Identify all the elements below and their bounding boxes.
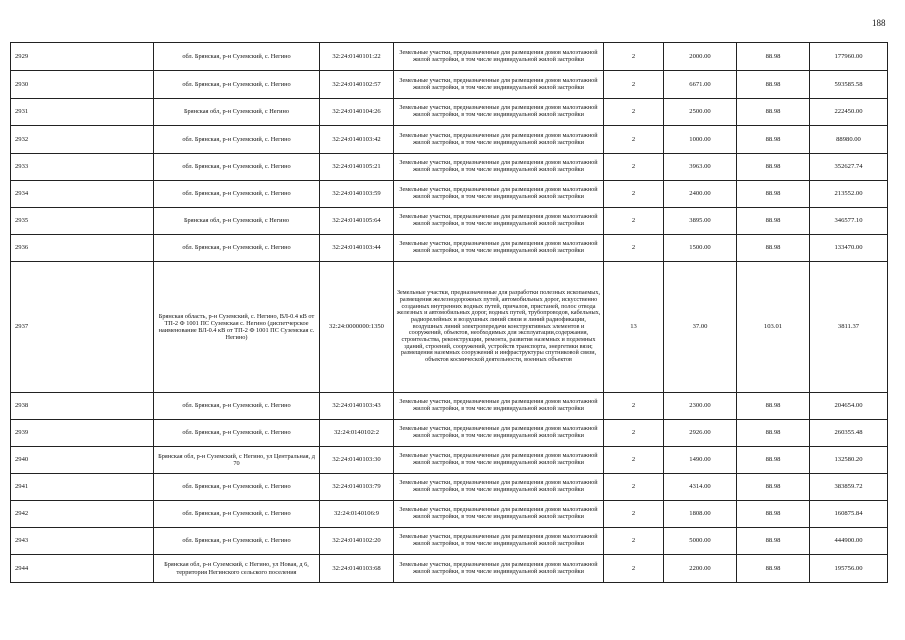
cell-cadastral: 32:24:0140105:64 bbox=[320, 208, 394, 235]
cell-purpose: Земельные участки, предназначенные для размещения домов малоэтажной жилой застройки, в том числе индивидуальной жилой застройки bbox=[394, 555, 604, 583]
cell-address: Брянская обл, р-н Суземский, с Негино, ул Центральная, д 70 bbox=[154, 447, 320, 474]
cell-address: обл. Брянская, р-н Суземский, с. Негино bbox=[154, 235, 320, 262]
table-row bbox=[11, 181, 888, 208]
cell-rate: 88.98 bbox=[737, 235, 810, 262]
table-row bbox=[11, 208, 888, 235]
cell-value: 593585.58 bbox=[810, 71, 888, 99]
table-row bbox=[11, 71, 888, 99]
table-row bbox=[11, 528, 888, 555]
cell-num: 2939 bbox=[11, 420, 154, 447]
cell-address: обл. Брянская, р-н Суземский, с. Негино bbox=[154, 420, 320, 447]
cell-code: 2 bbox=[604, 71, 664, 99]
cell-value: 260355.48 bbox=[810, 420, 888, 447]
cell-purpose: Земельные участки, предназначенные для размещения домов малоэтажной жилой застройки, в том числе индивидуальной жилой застройки bbox=[394, 154, 604, 181]
cell-value: 346577.10 bbox=[810, 208, 888, 235]
cell-area: 2500.00 bbox=[664, 99, 737, 126]
cell-area: 2000.00 bbox=[664, 43, 737, 71]
cell-address: Брянская обл, р-н Суземский, с Негино bbox=[154, 99, 320, 126]
cell-value: 383859.72 bbox=[810, 474, 888, 501]
cell-code: 2 bbox=[604, 181, 664, 208]
cell-area: 2400.00 bbox=[664, 181, 737, 208]
cell-purpose: Земельные участки, предназначенные для размещения домов малоэтажной жилой застройки, в том числе индивидуальной жилой застройки bbox=[394, 474, 604, 501]
cell-rate: 88.98 bbox=[737, 501, 810, 528]
cell-rate: 88.98 bbox=[737, 181, 810, 208]
cell-cadastral: 32:24:0140102:20 bbox=[320, 528, 394, 555]
cell-num: 2930 bbox=[11, 71, 154, 99]
cell-cadastral: 32:24:0140103:42 bbox=[320, 126, 394, 154]
cell-rate: 88.98 bbox=[737, 528, 810, 555]
cell-rate: 88.98 bbox=[737, 71, 810, 99]
cell-code: 2 bbox=[604, 555, 664, 583]
cell-cadastral: 32:24:0140103:79 bbox=[320, 474, 394, 501]
cell-value: 160875.84 bbox=[810, 501, 888, 528]
cell-address: обл. Брянская, р-н Суземский, с. Негино bbox=[154, 501, 320, 528]
cell-value: 213552.00 bbox=[810, 181, 888, 208]
cell-rate: 88.98 bbox=[737, 420, 810, 447]
cell-address: обл. Брянская, р-н Суземский, с. Негино bbox=[154, 181, 320, 208]
cell-rate: 88.98 bbox=[737, 555, 810, 583]
cell-area: 3963.00 bbox=[664, 154, 737, 181]
cell-cadastral: 32:24:0140103:68 bbox=[320, 555, 394, 583]
cell-rate: 88.98 bbox=[737, 43, 810, 71]
cell-num: 2937 bbox=[11, 262, 154, 393]
table-row bbox=[11, 43, 888, 71]
cell-purpose: Земельные участки, предназначенные для размещения домов малоэтажной жилой застройки, в том числе индивидуальной жилой застройки bbox=[394, 501, 604, 528]
cell-code: 2 bbox=[604, 235, 664, 262]
cell-area: 1000.00 bbox=[664, 126, 737, 154]
cell-num: 2936 bbox=[11, 235, 154, 262]
cell-address: обл. Брянская, р-н Суземский, с. Негино bbox=[154, 126, 320, 154]
table-row bbox=[11, 447, 888, 474]
cell-area: 2300.00 bbox=[664, 393, 737, 420]
cell-code: 2 bbox=[604, 154, 664, 181]
cell-area: 1490.00 bbox=[664, 447, 737, 474]
table-row bbox=[11, 420, 888, 447]
cell-cadastral: 32:24:0140103:59 bbox=[320, 181, 394, 208]
cell-cadastral: 32:24:0140105:21 bbox=[320, 154, 394, 181]
cell-value: 204654.00 bbox=[810, 393, 888, 420]
table-row bbox=[11, 501, 888, 528]
cell-num: 2934 bbox=[11, 181, 154, 208]
cell-num: 2940 bbox=[11, 447, 154, 474]
cell-code: 2 bbox=[604, 126, 664, 154]
cell-code: 2 bbox=[604, 528, 664, 555]
cell-area: 2200.00 bbox=[664, 555, 737, 583]
cell-cadastral: 32:24:0140104:26 bbox=[320, 99, 394, 126]
cell-value: 133470.00 bbox=[810, 235, 888, 262]
cell-area: 3895.00 bbox=[664, 208, 737, 235]
cell-address: обл. Брянская, р-н Суземский, с. Негино bbox=[154, 393, 320, 420]
table-row bbox=[11, 393, 888, 420]
cell-code: 13 bbox=[604, 262, 664, 393]
cell-cadastral: 32:24:0140103:44 bbox=[320, 235, 394, 262]
cell-address: Брянская область, р-н Суземский, с. Негино, ВЛ-0.4 кВ от ТП-2 Ф 1001 ПС Суземская с. Негино (диспетчерское наименование ВЛ-0.4 кВ от ТП-2 Ф 1001 ПС Суземская с. Негино) bbox=[154, 262, 320, 393]
table-row bbox=[11, 555, 888, 583]
cell-code: 2 bbox=[604, 501, 664, 528]
cell-value: 222450.00 bbox=[810, 99, 888, 126]
cell-purpose: Земельные участки, предназначенные для размещения домов малоэтажной жилой застройки, в том числе индивидуальной жилой застройки bbox=[394, 393, 604, 420]
cell-address: обл. Брянская, р-н Суземский, с. Негино bbox=[154, 43, 320, 71]
cell-num: 2933 bbox=[11, 154, 154, 181]
table-row bbox=[11, 126, 888, 154]
table-row bbox=[11, 474, 888, 501]
cell-purpose: Земельные участки, предназначенные для размещения домов малоэтажной жилой застройки, в том числе индивидуальной жилой застройки bbox=[394, 181, 604, 208]
cell-code: 2 bbox=[604, 99, 664, 126]
cell-rate: 88.98 bbox=[737, 474, 810, 501]
cell-code: 2 bbox=[604, 393, 664, 420]
cell-num: 2944 bbox=[11, 555, 154, 583]
cell-purpose: Земельные участки, предназначенные для размещения домов малоэтажной жилой застройки, в том числе индивидуальной жилой застройки bbox=[394, 528, 604, 555]
cell-purpose: Земельные участки, предназначенные для размещения домов малоэтажной жилой застройки, в том числе индивидуальной жилой застройки bbox=[394, 208, 604, 235]
cell-address: обл. Брянская, р-н Суземский, с. Негино bbox=[154, 528, 320, 555]
cell-area: 1808.00 bbox=[664, 501, 737, 528]
cell-cadastral: 32:24:0140106:9 bbox=[320, 501, 394, 528]
cell-rate: 103.01 bbox=[737, 262, 810, 393]
land-registry-table bbox=[10, 42, 888, 583]
cell-num: 2938 bbox=[11, 393, 154, 420]
cell-num: 2941 bbox=[11, 474, 154, 501]
cell-area: 1500.00 bbox=[664, 235, 737, 262]
cell-rate: 88.98 bbox=[737, 154, 810, 181]
cell-area: 4314.00 bbox=[664, 474, 737, 501]
cell-cadastral: 32:24:0140101:22 bbox=[320, 43, 394, 71]
cell-rate: 88.98 bbox=[737, 447, 810, 474]
cell-rate: 88.98 bbox=[737, 99, 810, 126]
cell-address: обл. Брянская, р-н Суземский, с. Негино bbox=[154, 154, 320, 181]
cell-area: 37.00 bbox=[664, 262, 737, 393]
cell-address: обл. Брянская, р-н Суземский, с. Негино bbox=[154, 474, 320, 501]
cell-purpose: Земельные участки, предназначенные для размещения домов малоэтажной жилой застройки, в том числе индивидуальной жилой застройки bbox=[394, 99, 604, 126]
cell-num: 2935 bbox=[11, 208, 154, 235]
cell-area: 6671.00 bbox=[664, 71, 737, 99]
cell-purpose: Земельные участки, предназначенные для размещения домов малоэтажной жилой застройки, в том числе индивидуальной жилой застройки bbox=[394, 71, 604, 99]
cell-rate: 88.98 bbox=[737, 126, 810, 154]
cell-address: Брянская обл, р-н Суземский, с Негино bbox=[154, 208, 320, 235]
cell-purpose: Земельные участки, предназначенные для разработки полезных ископаемых, размещения железнодорожных путей, автомобильных дорог, искусственно созданных внутренних водных путей, причалов, пристаней, полос отвода железных и автомобильных дорог, водных путей, трубопроводов, кабельных, радиорелейных и воздушных линий связи и линий радиофикации, воздушных линий электропередачи конструктивных элементов и сооружений, объектов, необходимых для эксплуатации,содержания, строительства, реконструкции, ремонта, развития наземных и подземных зданий, строений, сооружений, устройств транспорта, энергетики вязи; размещения наземных сооружений и инфраструктуры спутниковой связи, объектов космической деятельности, военных объектов bbox=[394, 262, 604, 393]
cell-code: 2 bbox=[604, 208, 664, 235]
cell-purpose: Земельные участки, предназначенные для размещения домов малоэтажной жилой застройки, в том числе индивидуальной жилой застройки bbox=[394, 43, 604, 71]
cell-rate: 88.98 bbox=[737, 393, 810, 420]
table-row bbox=[11, 262, 888, 393]
cell-address: обл. Брянская, р-н Суземский, с. Негино bbox=[154, 71, 320, 99]
cell-cadastral: 32:24:0140103:30 bbox=[320, 447, 394, 474]
cell-num: 2943 bbox=[11, 528, 154, 555]
cell-cadastral: 32:24:0140102:2 bbox=[320, 420, 394, 447]
table-row bbox=[11, 154, 888, 181]
cell-value: 352627.74 bbox=[810, 154, 888, 181]
table-body bbox=[11, 43, 888, 583]
cell-code: 2 bbox=[604, 43, 664, 71]
cell-num: 2929 bbox=[11, 43, 154, 71]
cell-address: Брянская обл, р-н Суземский, с Негино, ул Новая, д 6, территория Негинского сельского поселения bbox=[154, 555, 320, 583]
cell-rate: 88.98 bbox=[737, 208, 810, 235]
cell-num: 2931 bbox=[11, 99, 154, 126]
cell-code: 2 bbox=[604, 420, 664, 447]
cell-value: 132580.20 bbox=[810, 447, 888, 474]
cell-purpose: Земельные участки, предназначенные для размещения домов малоэтажной жилой застройки, в том числе индивидуальной жилой застройки bbox=[394, 126, 604, 154]
cell-cadastral: 32:24:0000000:1350 bbox=[320, 262, 394, 393]
cell-value: 3811.37 bbox=[810, 262, 888, 393]
cell-code: 2 bbox=[604, 447, 664, 474]
cell-purpose: Земельные участки, предназначенные для размещения домов малоэтажной жилой застройки, в том числе индивидуальной жилой застройки bbox=[394, 235, 604, 262]
cell-cadastral: 32:24:0140102:57 bbox=[320, 71, 394, 99]
cell-num: 2932 bbox=[11, 126, 154, 154]
cell-purpose: Земельные участки, предназначенные для размещения домов малоэтажной жилой застройки, в том числе индивидуальной жилой застройки bbox=[394, 447, 604, 474]
cell-area: 2926.00 bbox=[664, 420, 737, 447]
cell-value: 444900.00 bbox=[810, 528, 888, 555]
cell-area: 5000.00 bbox=[664, 528, 737, 555]
cell-num: 2942 bbox=[11, 501, 154, 528]
cell-value: 195756.00 bbox=[810, 555, 888, 583]
cell-purpose: Земельные участки, предназначенные для размещения домов малоэтажной жилой застройки, в том числе индивидуальной жилой застройки bbox=[394, 420, 604, 447]
cell-value: 88980.00 bbox=[810, 126, 888, 154]
cell-value: 177960.00 bbox=[810, 43, 888, 71]
cell-code: 2 bbox=[604, 474, 664, 501]
table-row bbox=[11, 99, 888, 126]
page-number: 188 bbox=[872, 18, 886, 28]
cell-cadastral: 32:24:0140103:43 bbox=[320, 393, 394, 420]
table-row bbox=[11, 235, 888, 262]
